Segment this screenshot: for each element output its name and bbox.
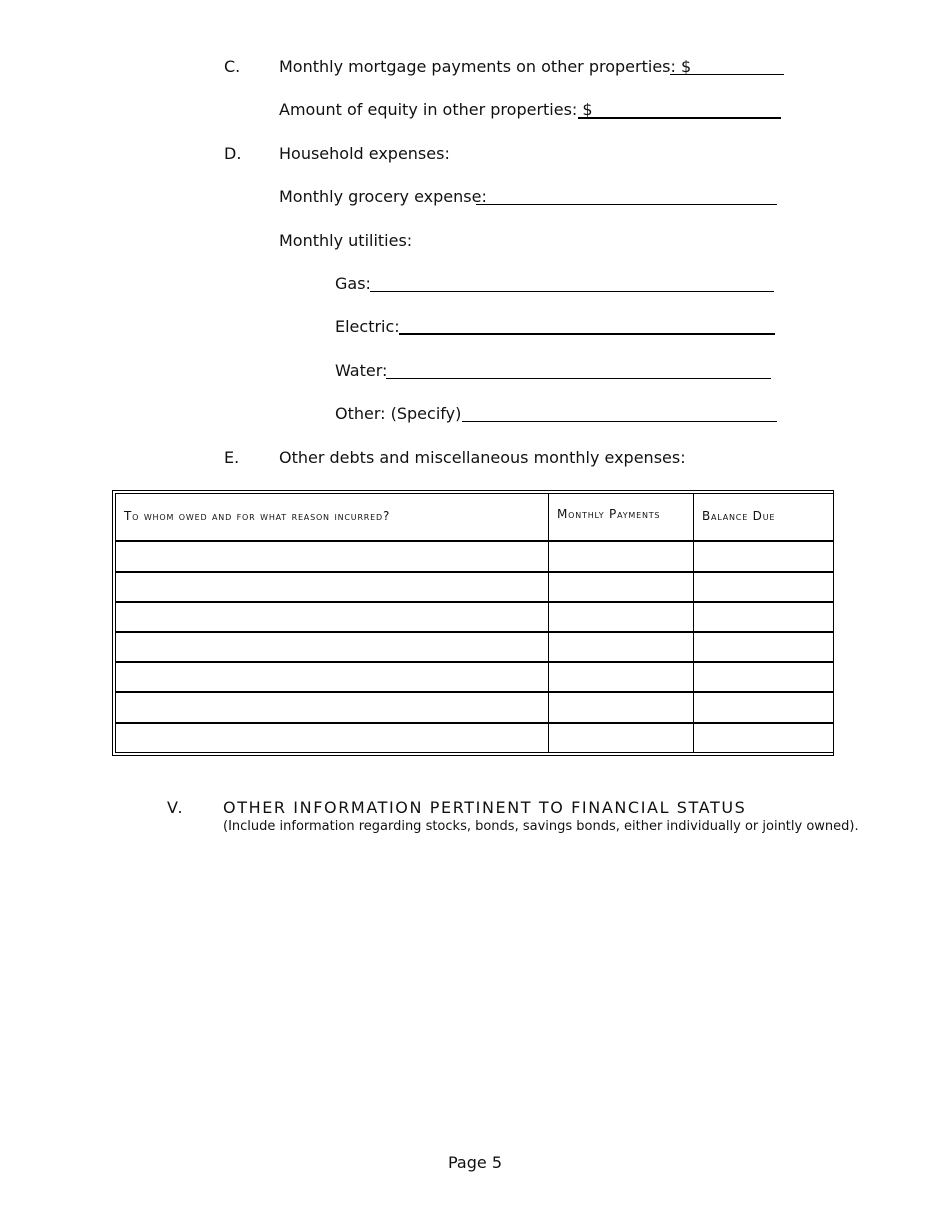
table-row	[116, 692, 834, 722]
electric-label: Electric:	[335, 317, 400, 336]
balance-due-cell[interactable]	[694, 602, 834, 632]
table-row	[116, 541, 834, 571]
balance-due-cell[interactable]	[694, 541, 834, 571]
creditor-cell[interactable]	[116, 541, 549, 571]
balance-due-cell[interactable]	[694, 572, 834, 602]
monthly-payment-cell[interactable]	[549, 632, 694, 662]
creditor-cell[interactable]	[116, 723, 549, 753]
table-row	[116, 572, 834, 602]
header-creditor: To whom owed and for what reason incurred?	[116, 494, 549, 542]
header-monthly-payments: Monthly Payments	[549, 494, 694, 542]
utilities-label: Monthly utilities:	[279, 231, 413, 250]
mortgage-payments-label: Monthly mortgage payments on other properties: $	[279, 57, 692, 76]
equity-field[interactable]	[578, 117, 781, 119]
balance-due-cell[interactable]	[694, 632, 834, 662]
balance-due-cell[interactable]	[694, 692, 834, 722]
grocery-field[interactable]	[476, 204, 777, 205]
item-d-marker: D.	[224, 144, 242, 163]
section-v-title: OTHER INFORMATION PERTINENT TO FINANCIAL STATUS	[223, 798, 747, 817]
balance-due-cell[interactable]	[694, 723, 834, 753]
creditor-cell[interactable]	[116, 662, 549, 692]
table-header-row	[116, 494, 834, 542]
water-label: Water:	[335, 361, 388, 380]
section-v-note: (Include information regarding stocks, bonds, savings bonds, either individually or jointly owned).	[223, 819, 859, 834]
monthly-payment-cell[interactable]	[549, 692, 694, 722]
creditor-cell[interactable]	[116, 692, 549, 722]
gas-label: Gas:	[335, 274, 371, 293]
table-row	[116, 662, 834, 692]
other-field[interactable]	[462, 421, 777, 422]
table-row	[116, 723, 834, 753]
balance-due-cell[interactable]	[694, 662, 834, 692]
mortgage-payments-field[interactable]	[670, 74, 784, 75]
gas-field[interactable]	[370, 291, 774, 292]
creditor-cell[interactable]	[116, 632, 549, 662]
debts-table	[112, 490, 834, 756]
grocery-label: Monthly grocery expense:	[279, 187, 487, 206]
table-row	[116, 602, 834, 632]
header-balance-due: Balance Due	[694, 494, 834, 542]
table-row	[116, 632, 834, 662]
household-expenses-label: Household expenses:	[279, 144, 450, 163]
page-number: Page 5	[448, 1153, 502, 1172]
monthly-payment-cell[interactable]	[549, 723, 694, 753]
electric-field[interactable]	[399, 333, 775, 335]
monthly-payment-cell[interactable]	[549, 602, 694, 632]
water-field[interactable]	[386, 378, 771, 379]
monthly-payment-cell[interactable]	[549, 662, 694, 692]
monthly-payment-cell[interactable]	[549, 541, 694, 571]
creditor-cell[interactable]	[116, 572, 549, 602]
item-c-marker: C.	[224, 57, 241, 76]
monthly-payment-cell[interactable]	[549, 572, 694, 602]
item-e-marker: E.	[224, 448, 240, 467]
other-debts-label: Other debts and miscellaneous monthly expenses:	[279, 448, 686, 467]
creditor-cell[interactable]	[116, 602, 549, 632]
equity-label: Amount of equity in other properties: $	[279, 100, 593, 119]
section-v-marker: V.	[167, 798, 185, 817]
other-label: Other: (Specify)	[335, 404, 462, 423]
